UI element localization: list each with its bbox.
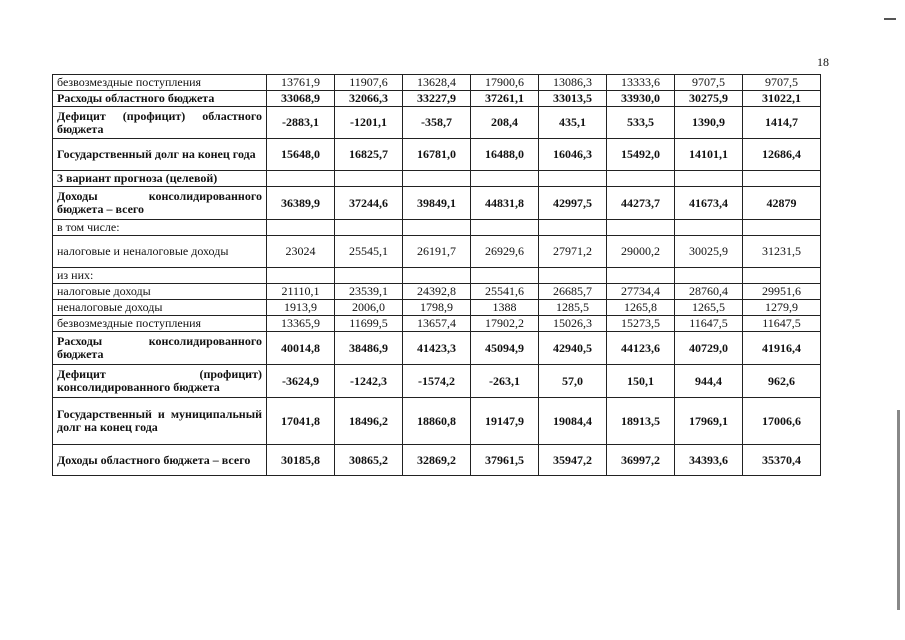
value-cell: 34393,6 <box>675 445 743 476</box>
table-row <box>53 284 821 300</box>
value-cell: 15648,0 <box>267 139 335 171</box>
value-cell: 962,6 <box>743 365 821 398</box>
value-cell: 9707,5 <box>675 75 743 91</box>
value-cell: 15492,0 <box>607 139 675 171</box>
value-cell: 1390,9 <box>675 107 743 139</box>
value-cell: 1414,7 <box>743 107 821 139</box>
row-label: 3 вариант прогноза (целевой) <box>53 171 267 187</box>
value-cell <box>675 171 743 187</box>
value-cell: 40729,0 <box>675 332 743 365</box>
scan-mark <box>884 18 896 20</box>
value-cell <box>471 268 539 284</box>
value-cell: 16046,3 <box>539 139 607 171</box>
value-cell: 944,4 <box>675 365 743 398</box>
table-row <box>53 171 821 187</box>
value-cell: 30185,8 <box>267 445 335 476</box>
table-row <box>53 75 821 91</box>
value-cell <box>471 220 539 236</box>
value-cell <box>607 268 675 284</box>
value-cell: -2883,1 <box>267 107 335 139</box>
value-cell: 1388 <box>471 300 539 316</box>
value-cell <box>267 220 335 236</box>
value-cell <box>743 268 821 284</box>
value-cell: 35370,4 <box>743 445 821 476</box>
scan-edge-shadow <box>897 410 900 610</box>
value-cell: 208,4 <box>471 107 539 139</box>
value-cell: 13333,6 <box>607 75 675 91</box>
value-cell: 1798,9 <box>403 300 471 316</box>
value-cell <box>471 171 539 187</box>
row-label: Доходы консолидированного бюджета – всего <box>53 187 267 220</box>
value-cell: 18496,2 <box>335 398 403 445</box>
value-cell: 9707,5 <box>743 75 821 91</box>
value-cell: 27734,4 <box>607 284 675 300</box>
value-cell: 17902,2 <box>471 316 539 332</box>
value-cell: 38486,9 <box>335 332 403 365</box>
value-cell: 29951,6 <box>743 284 821 300</box>
value-cell: 45094,9 <box>471 332 539 365</box>
row-label: Доходы областного бюджета – всего <box>53 445 267 476</box>
row-label: Расходы областного бюджета <box>53 91 267 107</box>
value-cell: 435,1 <box>539 107 607 139</box>
row-label: Дефицит (профицит) областного бюджета <box>53 107 267 139</box>
value-cell: 41916,4 <box>743 332 821 365</box>
table-row <box>53 316 821 332</box>
value-cell: -263,1 <box>471 365 539 398</box>
value-cell: 28760,4 <box>675 284 743 300</box>
value-cell: 533,5 <box>607 107 675 139</box>
value-cell <box>403 220 471 236</box>
table-body <box>53 75 821 476</box>
value-cell: 42940,5 <box>539 332 607 365</box>
value-cell: -1242,3 <box>335 365 403 398</box>
row-label: неналоговые доходы <box>53 300 267 316</box>
value-cell: 25545,1 <box>335 236 403 268</box>
value-cell: 17900,6 <box>471 75 539 91</box>
value-cell <box>335 268 403 284</box>
value-cell <box>335 220 403 236</box>
row-label: безвозмездные поступления <box>53 75 267 91</box>
value-cell: 33227,9 <box>403 91 471 107</box>
value-cell: 14101,1 <box>675 139 743 171</box>
value-cell: 36997,2 <box>607 445 675 476</box>
value-cell: 44123,6 <box>607 332 675 365</box>
value-cell: 32066,3 <box>335 91 403 107</box>
row-label: Расходы консолидированного бюджета <box>53 332 267 365</box>
value-cell: 16781,0 <box>403 139 471 171</box>
row-label: Государственный долг на конец года <box>53 139 267 171</box>
value-cell: 42879 <box>743 187 821 220</box>
value-cell: 41673,4 <box>675 187 743 220</box>
table-row <box>53 268 821 284</box>
value-cell <box>607 220 675 236</box>
value-cell <box>607 171 675 187</box>
value-cell: 1265,5 <box>675 300 743 316</box>
value-cell: 24392,8 <box>403 284 471 300</box>
value-cell: 19147,9 <box>471 398 539 445</box>
value-cell <box>539 171 607 187</box>
value-cell: -1201,1 <box>335 107 403 139</box>
value-cell: 13628,4 <box>403 75 471 91</box>
table-row <box>53 91 821 107</box>
value-cell <box>267 171 335 187</box>
value-cell: 1285,5 <box>539 300 607 316</box>
value-cell: 13365,9 <box>267 316 335 332</box>
value-cell <box>675 220 743 236</box>
value-cell: -3624,9 <box>267 365 335 398</box>
value-cell: 16825,7 <box>335 139 403 171</box>
value-cell <box>539 220 607 236</box>
value-cell: 44273,7 <box>607 187 675 220</box>
value-cell: 33013,5 <box>539 91 607 107</box>
value-cell: 27971,2 <box>539 236 607 268</box>
value-cell: 30275,9 <box>675 91 743 107</box>
value-cell: 32869,2 <box>403 445 471 476</box>
table-row <box>53 332 821 365</box>
value-cell: 12686,4 <box>743 139 821 171</box>
value-cell: -1574,2 <box>403 365 471 398</box>
value-cell: 29000,2 <box>607 236 675 268</box>
table-row <box>53 220 821 236</box>
row-label: в том числе: <box>53 220 267 236</box>
table-row <box>53 236 821 268</box>
value-cell <box>403 171 471 187</box>
value-cell: 37261,1 <box>471 91 539 107</box>
value-cell: 44831,8 <box>471 187 539 220</box>
row-label: налоговые доходы <box>53 284 267 300</box>
table-row <box>53 187 821 220</box>
value-cell <box>267 268 335 284</box>
table-row <box>53 365 821 398</box>
row-label: налоговые и неналоговые доходы <box>53 236 267 268</box>
row-label: из них: <box>53 268 267 284</box>
table-row <box>53 445 821 476</box>
value-cell: 17041,8 <box>267 398 335 445</box>
value-cell: 30865,2 <box>335 445 403 476</box>
value-cell <box>675 268 743 284</box>
value-cell: 57,0 <box>539 365 607 398</box>
row-label: Дефицит (профицит) консолидированного бюджета <box>53 365 267 398</box>
value-cell: 1279,9 <box>743 300 821 316</box>
value-cell <box>743 220 821 236</box>
page-number: 18 <box>817 55 829 69</box>
value-cell: 37961,5 <box>471 445 539 476</box>
value-cell: 31022,1 <box>743 91 821 107</box>
table-row <box>53 300 821 316</box>
value-cell <box>335 171 403 187</box>
value-cell: 18860,8 <box>403 398 471 445</box>
value-cell: 17969,1 <box>675 398 743 445</box>
value-cell: 15273,5 <box>607 316 675 332</box>
value-cell: 19084,4 <box>539 398 607 445</box>
value-cell: 41423,3 <box>403 332 471 365</box>
value-cell: 26685,7 <box>539 284 607 300</box>
value-cell: 11907,6 <box>335 75 403 91</box>
value-cell: 26191,7 <box>403 236 471 268</box>
value-cell: 35947,2 <box>539 445 607 476</box>
value-cell <box>743 171 821 187</box>
value-cell: 11699,5 <box>335 316 403 332</box>
value-cell: 33068,9 <box>267 91 335 107</box>
value-cell: 25541,6 <box>471 284 539 300</box>
value-cell: 1913,9 <box>267 300 335 316</box>
value-cell: 2006,0 <box>335 300 403 316</box>
value-cell: 39849,1 <box>403 187 471 220</box>
value-cell: 13761,9 <box>267 75 335 91</box>
value-cell: -358,7 <box>403 107 471 139</box>
value-cell: 11647,5 <box>675 316 743 332</box>
value-cell: 26929,6 <box>471 236 539 268</box>
value-cell: 36389,9 <box>267 187 335 220</box>
value-cell: 21110,1 <box>267 284 335 300</box>
row-label: Государственный и муниципальный долг на конец года <box>53 398 267 445</box>
row-label: безвозмездные поступления <box>53 316 267 332</box>
value-cell: 13657,4 <box>403 316 471 332</box>
value-cell: 150,1 <box>607 365 675 398</box>
value-cell: 37244,6 <box>335 187 403 220</box>
table-row <box>53 398 821 445</box>
value-cell: 30025,9 <box>675 236 743 268</box>
value-cell: 1265,8 <box>607 300 675 316</box>
value-cell: 33930,0 <box>607 91 675 107</box>
table-row <box>53 107 821 139</box>
value-cell: 13086,3 <box>539 75 607 91</box>
value-cell: 15026,3 <box>539 316 607 332</box>
budget-forecast-table <box>52 74 821 476</box>
value-cell: 40014,8 <box>267 332 335 365</box>
value-cell: 17006,6 <box>743 398 821 445</box>
table-row <box>53 139 821 171</box>
value-cell: 31231,5 <box>743 236 821 268</box>
value-cell: 23024 <box>267 236 335 268</box>
value-cell <box>403 268 471 284</box>
value-cell: 23539,1 <box>335 284 403 300</box>
value-cell: 11647,5 <box>743 316 821 332</box>
value-cell <box>539 268 607 284</box>
value-cell: 42997,5 <box>539 187 607 220</box>
value-cell: 16488,0 <box>471 139 539 171</box>
value-cell: 18913,5 <box>607 398 675 445</box>
